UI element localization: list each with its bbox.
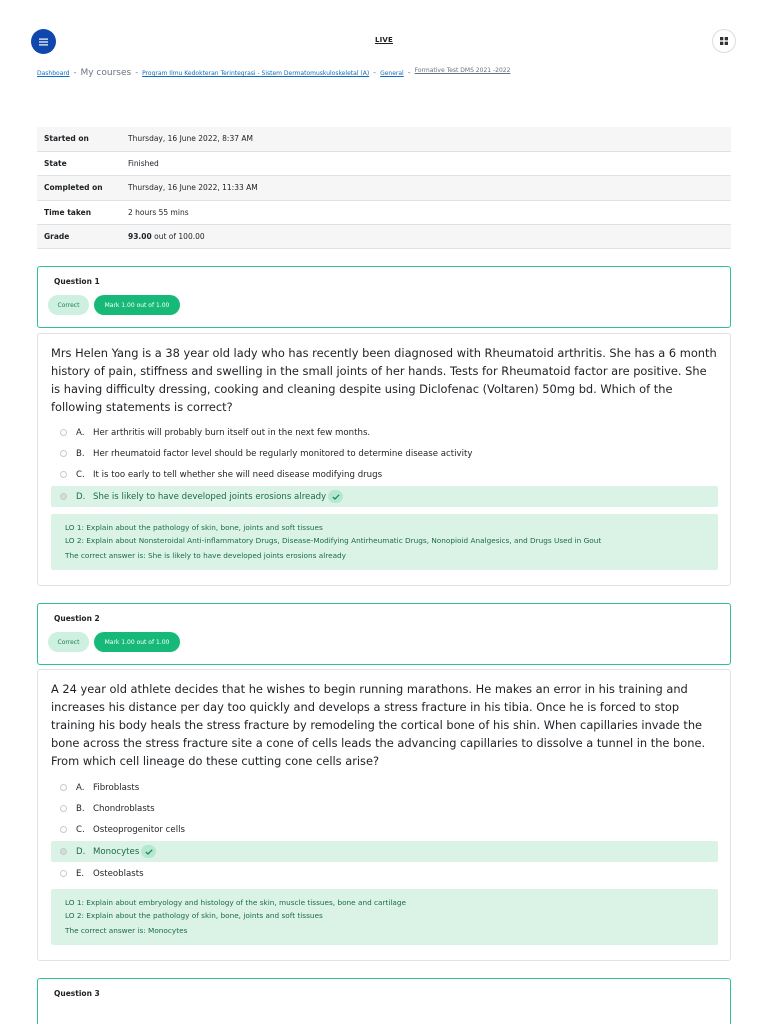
question-text: A 24 year old athlete decides that he wishes to begin running marathons. He makes an error in his training and increases his distance per day too quickly and develops a stress fracture in his tibia. Once he is forced to stop training his body heals the stress fracture by remodeling the cortical bone of his shin. When capillaries invade the bone across the stress fracture site a cone of cells leads the advancing capillaries to dissolve a tunnel in the bone. From which cell lineage do these cutting cone cells arise? <box>51 682 706 768</box>
question-label: Question <box>54 277 92 286</box>
answer-letter: C. <box>76 469 85 480</box>
answer-text: Osteoblasts <box>93 868 144 879</box>
breadcrumb-dashboard[interactable]: Dashboard <box>37 70 70 77</box>
question-info <box>37 603 731 665</box>
summary-row <box>37 225 731 249</box>
check-icon <box>328 490 343 503</box>
answer-option[interactable] <box>51 464 718 485</box>
answer-letter: E. <box>76 868 85 879</box>
answer-text: Her arthritis will probably burn itself out in the next few months. <box>93 427 371 438</box>
answer-letter: A. <box>76 427 85 438</box>
question-number-value: 2 <box>94 614 100 623</box>
question-label: Question <box>54 989 92 998</box>
answer-text: Osteoprogenitor cells <box>93 824 185 835</box>
attempt-summary-table <box>37 127 731 249</box>
summary-label: Grade <box>37 225 120 249</box>
summary-row <box>37 176 731 200</box>
answer-letter: D. <box>76 846 86 857</box>
question-number-value: 1 <box>94 277 100 286</box>
apps-button[interactable] <box>712 29 736 53</box>
question-number-value: 3 <box>94 989 100 998</box>
radio-button[interactable] <box>60 870 67 877</box>
answer-option-selected[interactable] <box>51 841 718 862</box>
mark-badge: Mark 1.00 out of 1.00 <box>94 295 180 315</box>
answer-option-selected[interactable] <box>51 486 718 507</box>
breadcrumb <box>37 68 737 78</box>
radio-button[interactable] <box>60 493 67 500</box>
top-navbar <box>0 0 768 70</box>
answer-option[interactable] <box>51 798 718 819</box>
check-icon <box>141 845 156 858</box>
answer-option[interactable] <box>51 443 718 464</box>
radio-button[interactable] <box>60 848 67 855</box>
radio-button[interactable] <box>60 784 67 791</box>
answer-letter: C. <box>76 824 85 835</box>
right-answer: The correct answer is: Monocytes <box>65 926 188 935</box>
grid-icon <box>720 37 728 45</box>
answer-text: Her rheumatoid factor level should be regularly monitored to determine disease activity <box>93 448 473 459</box>
answer-option[interactable] <box>51 863 718 884</box>
summary-label: Completed on <box>37 176 120 200</box>
radio-button[interactable] <box>60 805 67 812</box>
status-badge: Correct <box>48 295 89 315</box>
summary-row <box>37 200 731 224</box>
status-badge: Correct <box>48 632 89 652</box>
question-text: Mrs Helen Yang is a 38 year old lady who has recently been diagnosed with Rheumatoid arthritis. She has a 6 month history of pain, stiffness and swelling in the small joints of her hands. Tests for Rheumatoid factor are positive. She is having difficulty dressing, cooking and cleaning despite using Diclofenac (Voltaren) 50mg bd. Which of the following statements is correct? <box>51 346 717 414</box>
question-number <box>54 614 100 623</box>
learning-objective: LO 2: Explain about the pathology of skin, bone, joints and soft tissues <box>65 911 323 920</box>
breadcrumb-course[interactable]: Program Ilmu Kedokteran Terintegrasi - Sistem Dermatomuskuloskeletal (A) <box>142 70 370 77</box>
learning-objective: LO 2: Explain about Nonsteroidal Anti-inflammatory Drugs, Disease-Modifying Antirheumatic Drugs, Nonopioid Analgesics, and Drugs Used in Gout <box>65 536 602 545</box>
breadcrumb-general[interactable]: General <box>380 70 404 77</box>
breadcrumb-separator: - <box>373 68 377 77</box>
summary-value: Thursday, 16 June 2022, 11:33 AM <box>120 176 731 200</box>
question-label: Question <box>54 614 92 623</box>
summary-label: Started on <box>37 127 120 151</box>
breadcrumb-separator: - <box>73 68 77 77</box>
learning-objective: LO 1: Explain about embryology and histology of the skin, muscle tissues, bone and cartilage <box>65 898 407 907</box>
answer-text: Fibroblasts <box>93 782 140 793</box>
question-info <box>37 266 731 328</box>
site-brand[interactable]: LIVE <box>374 36 394 44</box>
answer-option[interactable] <box>51 777 718 798</box>
learning-objective: LO 1: Explain about the pathology of skin, bone, joints and soft tissues <box>65 523 323 532</box>
grade-value: 93.00 <box>128 232 152 242</box>
summary-row <box>37 127 731 151</box>
summary-value: Finished <box>120 151 731 175</box>
radio-button[interactable] <box>60 429 67 436</box>
question-info <box>37 978 731 1024</box>
radio-button[interactable] <box>60 471 67 478</box>
answer-text: Monocytes <box>93 846 140 857</box>
summary-value: Thursday, 16 June 2022, 8:37 AM <box>120 127 731 151</box>
question-content <box>37 333 731 586</box>
summary-value: 2 hours 55 mins <box>120 200 731 224</box>
grade-out-of: out of 100.00 <box>151 232 205 242</box>
general-feedback <box>51 514 718 570</box>
radio-button[interactable] <box>60 826 67 833</box>
radio-button[interactable] <box>60 450 67 457</box>
answer-option[interactable] <box>51 819 718 840</box>
question-content <box>37 669 731 961</box>
mark-badge: Mark 1.00 out of 1.00 <box>94 632 180 652</box>
breadcrumb-separator: - <box>407 68 411 77</box>
summary-label: State <box>37 151 120 175</box>
breadcrumb-separator: - <box>135 68 139 77</box>
answer-letter: B. <box>76 448 85 459</box>
summary-row <box>37 151 731 175</box>
answer-option[interactable] <box>51 422 718 443</box>
answer-text: Chondroblasts <box>93 803 155 814</box>
summary-label: Time taken <box>37 200 120 224</box>
answer-text: She is likely to have developed joints erosions already <box>93 491 327 502</box>
answer-letter: A. <box>76 782 85 793</box>
breadcrumb-quiz[interactable]: Formative Test DMS 2021 -2022 <box>414 67 511 74</box>
right-answer: The correct answer is: She is likely to have developed joints erosions already <box>65 551 346 560</box>
summary-value <box>120 225 731 249</box>
breadcrumb-my-courses: My courses <box>80 68 132 78</box>
answer-letter: B. <box>76 803 85 814</box>
answer-letter: D. <box>76 491 86 502</box>
general-feedback <box>51 889 718 945</box>
answer-text: It is too early to tell whether she will need disease modifying drugs <box>93 469 383 480</box>
question-number <box>54 989 100 998</box>
question-number <box>54 277 100 286</box>
